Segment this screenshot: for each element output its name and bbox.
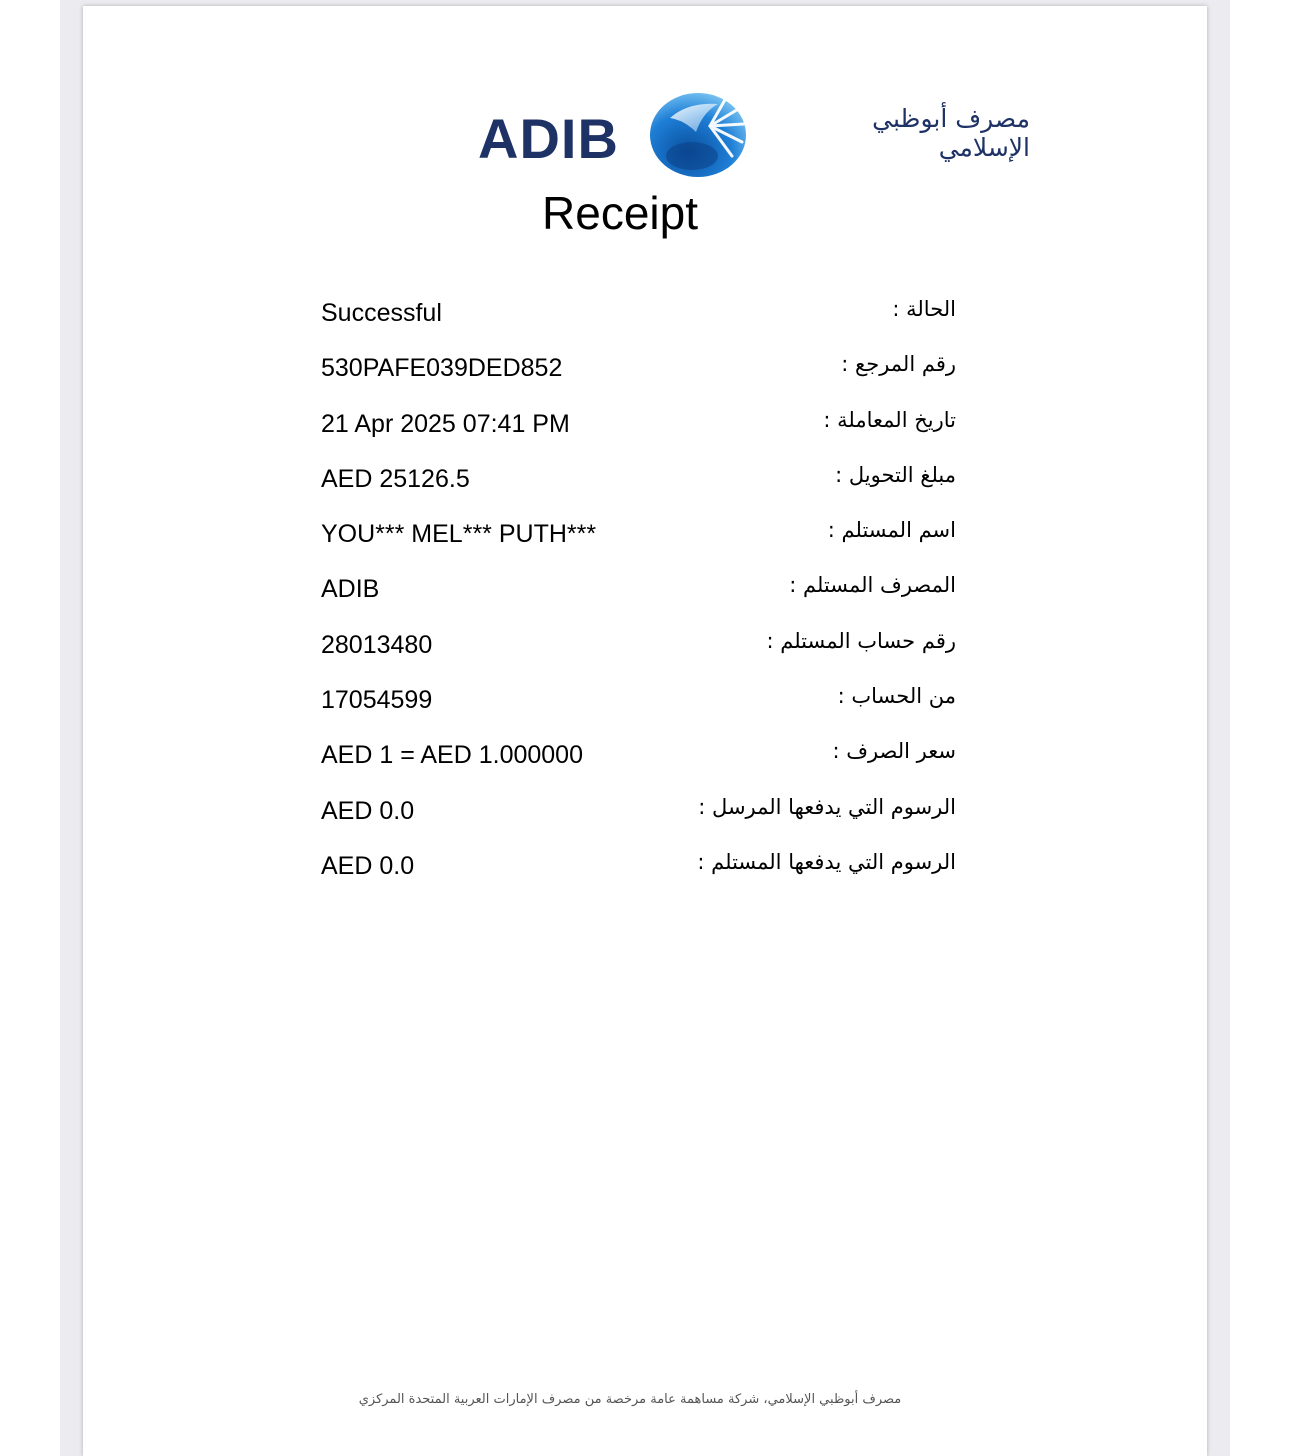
exchange-rate-value: AED 1 = AED 1.000000 (321, 741, 583, 770)
logo-arabic-wordmark (768, 104, 1030, 162)
detail-row-status (0, 292, 1290, 347)
exchange-rate-label: سعر الصرف : (832, 739, 956, 764)
logo-arabic-line-1: مصرف أبوظبي (872, 104, 1030, 133)
beneficiary-name-label: اسم المستلم : (827, 518, 956, 543)
footer-disclaimer: مصرف أبوظبي الإسلامي، شركة مساهمة عامة مرخصة من مصرف الإمارات العربية المتحدة المركزي (358, 1392, 902, 1407)
detail-row-beneficiary-fees (0, 845, 1290, 900)
reference-value: 530PAFE039DED852 (321, 354, 563, 383)
from-account-label: من الحساب : (837, 684, 956, 709)
transfer-amount-label: مبلغ التحويل : (835, 462, 956, 487)
receipt-details (0, 292, 1290, 900)
detail-row-beneficiary-account (0, 624, 1290, 679)
detail-row-exchange-rate (0, 734, 1290, 789)
reference-label: رقم المرجع : (841, 352, 956, 377)
detail-row-reference (0, 347, 1290, 402)
beneficiary-name-value: YOU*** MEL*** PUTH*** (321, 520, 597, 549)
beneficiary-account-label: رقم حساب المستلم : (766, 628, 956, 653)
globe-logo-icon (648, 90, 748, 178)
logo-arabic-line-2: الإسلامي (938, 133, 1030, 162)
detail-row-transaction-date (0, 403, 1290, 458)
detail-row-sender-fees (0, 790, 1290, 845)
beneficiary-fees-value: AED 0.0 (321, 851, 415, 880)
detail-row-beneficiary-name (0, 513, 1290, 568)
status-label: الحالة : (892, 297, 956, 321)
page-title: Receipt (542, 187, 698, 239)
beneficiary-account-value: 28013480 (321, 630, 433, 659)
adib-logo (478, 90, 1038, 182)
beneficiary-bank-label: المصرف المستلم : (789, 573, 956, 598)
sender-fees-value: AED 0.0 (321, 796, 415, 825)
from-account-value: 17054599 (321, 686, 433, 715)
transfer-amount-value: AED 25126.5 (321, 464, 470, 493)
detail-row-beneficiary-bank (0, 568, 1290, 623)
transaction-date-value: 21 Apr 2025 07:41 PM (321, 409, 570, 438)
sender-fees-label: الرسوم التي يدفعها المرسل : (698, 794, 956, 819)
detail-row-from-account (0, 679, 1290, 734)
beneficiary-bank-value: ADIB (321, 575, 380, 604)
detail-row-transfer-amount (0, 458, 1290, 513)
beneficiary-fees-label: الرسوم التي يدفعها المستلم : (697, 849, 956, 874)
logo-wordmark: ADIB (478, 107, 619, 170)
status-value: Successful (321, 299, 442, 327)
transaction-date-label: تاريخ المعاملة : (823, 407, 956, 432)
